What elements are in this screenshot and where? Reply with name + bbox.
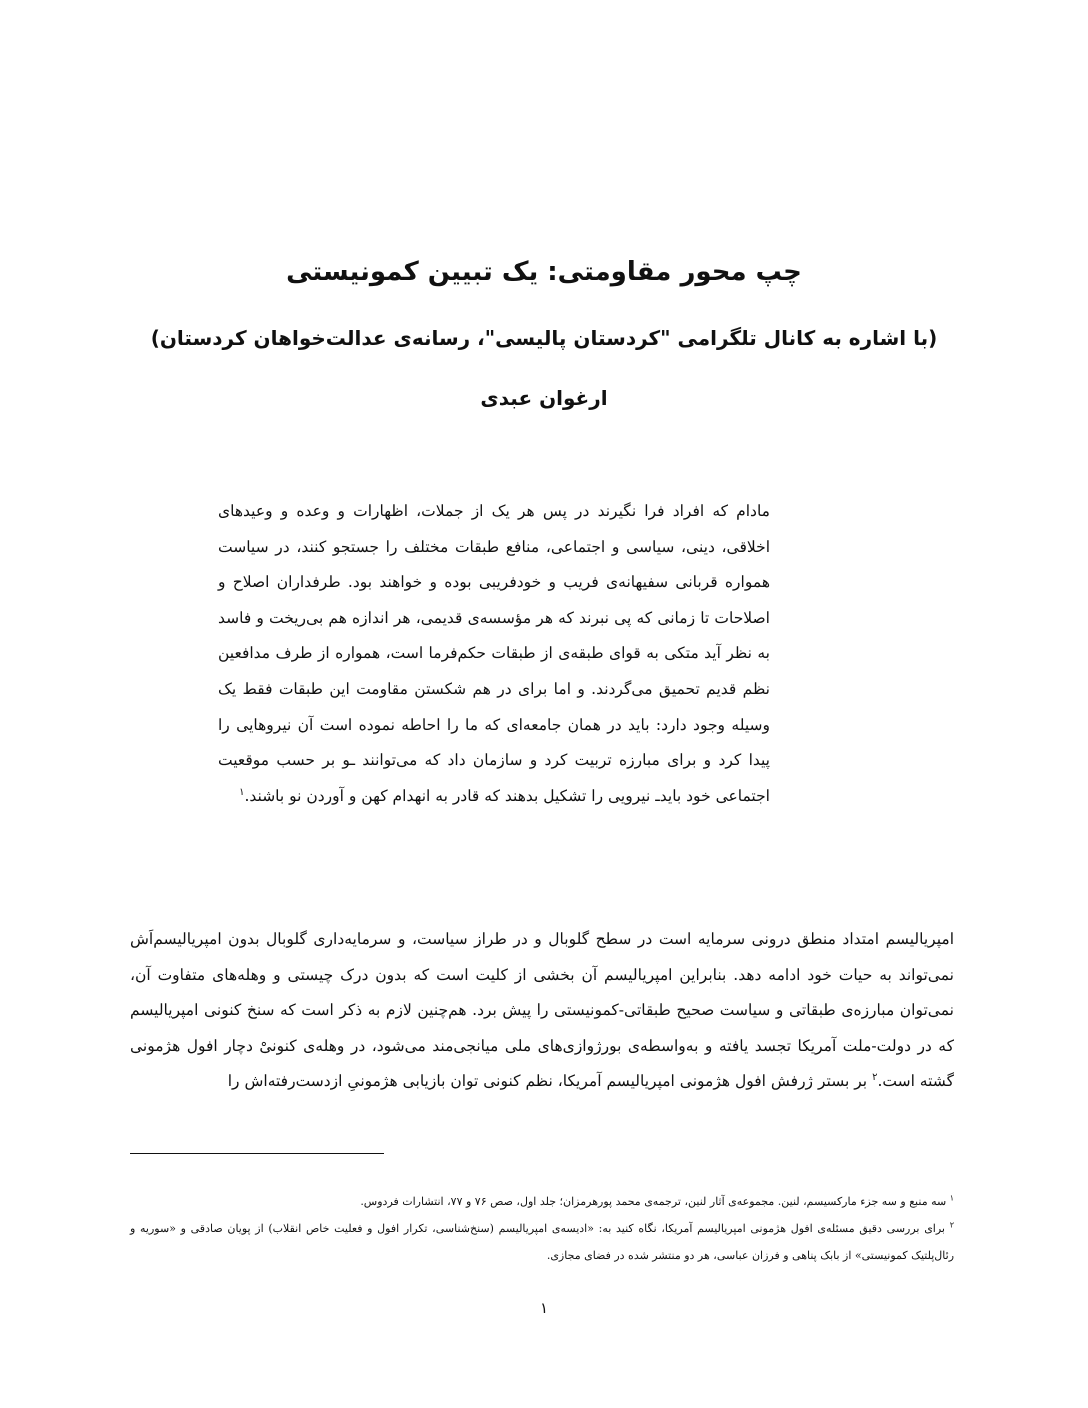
footnote-reference-1: ۱ (239, 786, 245, 798)
body-text-end: بر بستر ژرفش افول هژمونی امپریالیسم آمریکا، نظم کنونی توان بازیابی هژمونیِ ازدست‌رفته‌اش را (227, 1072, 873, 1091)
page-title: چپ محور مقاومتی: یک تبیین کمونیستی (286, 257, 802, 287)
body-paragraph (130, 922, 954, 1100)
footnote-1-text: سه منبع و سه جزء مارکسیسم، لنین. مجموعه‌ی آثار لنین، ترجمه‌ی محمد پورهرمزان؛ جلد اول، صص ۷۶ و ۷۷، انتشارات فردوس. (360, 1195, 950, 1208)
epigraph-text: مادام که افراد فرا نگیرند در پس هر یک از جملات، اظهارات و وعده و وعیدهای اخلاقی، دینی، سیاسی و اجتماعی، منافع طبقات مختلف را جستجو کنند، در سیاست همواره قربانی سفیهانه‌ی فریب و خودفریبی بوده و خواهند بود. طرفداران اصلاح و اصلاحات تا زمانی که پی نبرند که هر مؤسسه‌ی قدیمی، هر اندازه هم بی‌ریخت و فاسد به نظر آید متکی به قوای طبقه‌ی از طبقات حکم‌فرما است، همواره از طرف مدافعین نظم قدیم تحمیق می‌گردند. و اما برای در هم شکستن مقاومت این طبقات فقط یک وسیله وجود دارد: باید در همان جامعه‌ای که ما را احاطه نموده است آن نیروهایی را پیدا کرد و برای مبارزه تربیت کرد و سازمان داد که می‌توانند ـو بر حسب موقعیت اجتماعی خود بایدـ نیرویی را تشکیل بدهند که قادر به انهدام کهن و آوردن نو باشند. (218, 502, 770, 805)
footnote-1 (130, 1188, 954, 1215)
body-text-start: امپریالیسم امتداد منطق درونی سرمایه است در سطح گلوبال و در طراز سیاست، و سرمایه‌داری گلوبال بدون امپریالیسم‌اَش نمی‌تواند به حیات خود ادامه دهد. بنابراین امپریالیسم آن بخشی از کلیت است که بدون درک چیستی و وهله‌های متفاوت آن، نمی‌توان مبارزه‌ی طبقاتی و سیاست صحیح طبقاتی-کمونیستی را پیش برد. هم‌چنین لازم به ذکر است که سنخ کنونی امپریالیسم که در دولت-ملت آمریکا تجسد یافته و به‌واسطه‌ی بورژوازی‌های ملی میانجی‌مند می‌شود، در وهله‌ی کنونیْ دچار افول هژمونی گشته است. (130, 930, 954, 1091)
footnote-2-mark: ۲ (949, 1220, 954, 1230)
footnote-2 (130, 1215, 954, 1269)
footnote-reference-2: ۲ (872, 1072, 878, 1084)
page-number: ۱ (539, 1299, 549, 1317)
footnotes (130, 1188, 954, 1269)
author-name: ارغوان عبدی (480, 386, 608, 410)
footnote-divider (130, 1153, 384, 1154)
page-subtitle: (با اشاره به کانال تلگرامی "کردستان پالیسی"، رسانه‌ی عدالت‌خواهان کردستان) (150, 326, 938, 350)
footnote-2-text: برای بررسی دقیق مسئله‌ی افول هژمونی امپریالیسم آمریکا، نگاه کنید به: «ادیسه‌ی امپریالیسم (سنخ‌شناسی، تکرار افول و فعلیت خاص انقلاب) از پویان صادقی و «سوریه و رئال‌پلتیک کمونیستی» از بابک پناهی و فرزان عباسی، هر دو منتشر شده در فضای مجازی. (130, 1222, 954, 1262)
footnote-1-mark: ۱ (949, 1193, 954, 1203)
epigraph-quote (218, 494, 770, 814)
